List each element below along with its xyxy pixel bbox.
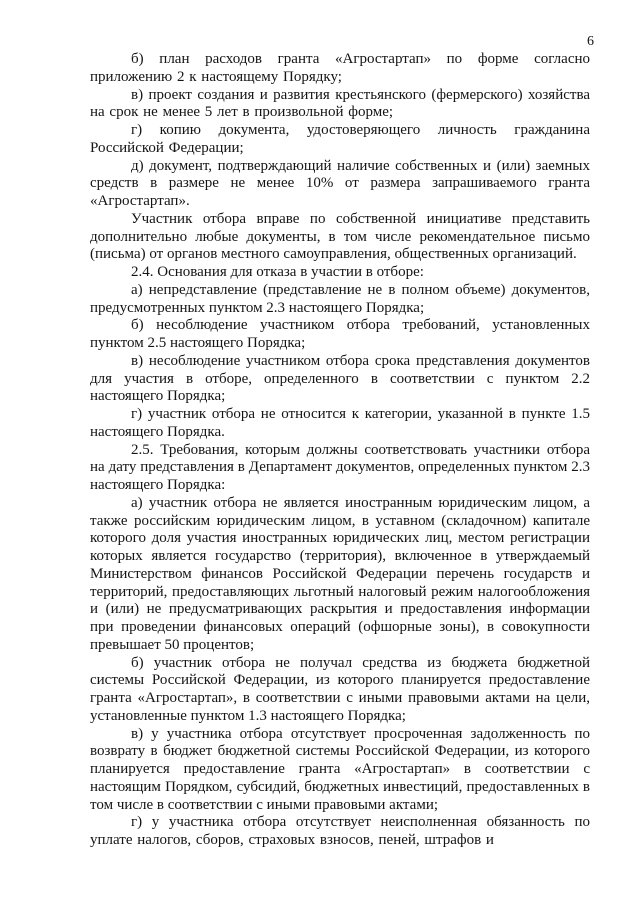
paragraph-refusal-g: г) участник отбора не относится к категории, указанной в пункте 1.5 настоящего Порядка. [90,406,590,440]
paragraph-requirement-a: а) участник отбора не является иностранным юридическим лицом, а также российским юридическим лицом, в уставном (складочном) капитале которого доля участия иностранных юридических лиц, местом регистрации которых является государство (территория), включенное в утверждаемый Министерством финансов Российской Федерации перечень государств и территорий, предоставляющих льготный налоговый режим налогообложения и (или) не предусматривающих раскрытия и предоставления информации при проведении финансовых операций (офшорные зоны), в совокупности превышает 50 процентов; [90,494,590,653]
document-body [90,51,590,850]
page-number: 6 [587,34,594,49]
paragraph-refusal-v: в) несоблюдение участником отбора срока представления документов для участия в отборе, определенного в соответствии с пунктом 2.2 настоящего Порядка; [90,352,590,405]
paragraph-refusal-a: а) непредставление (представление не в полном объеме) документов, предусмотренных пунктом 2.3 настоящего Порядка; [90,281,590,316]
paragraph-item-g-identity-document: г) копию документа, удостоверяющего личность гражданина Российской Федерации; [90,122,590,156]
paragraph-item-d-own-funds: д) документ, подтверждающий наличие собственных и (или) заемных средств в размере не менее 10% от размера запрашиваемого гранта «Агростартап». [90,157,590,209]
paragraph-requirement-v: в) у участника отбора отсутствует просроченная задолженность по возврату в бюджет бюджетной системы Российской Федерации, из которого планируется предоставление гранта «Агростартап» в соответствии с настоящим Порядком, субсидий, бюджетных инвестиций, предоставленных в том числе в соответствии с иными правовыми актами; [90,725,590,813]
paragraph-requirement-g: г) у участника отбора отсутствует неисполненная обязанность по уплате налогов, сборов, страховых взносов, пеней, штрафов и [90,814,590,848]
paragraph-item-v-farm-project: в) проект создания и развития крестьянского (фермерского) хозяйства на срок не менее 5 лет в произвольной форме; [90,86,590,121]
paragraph-requirement-b: б) участник отбора не получал средства из бюджета бюджетной системы Российской Федерации, из которого планируется предоставление гранта «Агростартап», в соответствии с иными правовыми актами на цели, установленные пунктом 1.3 настоящего Порядка; [90,654,590,724]
paragraph-additional-documents: Участник отбора вправе по собственной инициативе представить дополнительно любые документы, в том числе рекомендательное письмо (письма) от органов местного самоуправления, общественных организаций. [90,210,590,263]
paragraph-item-b-expense-plan: б) план расходов гранта «Агростартап» по форме согласно приложению 2 к настоящему Порядку; [90,51,590,85]
paragraph-section-2-4-heading: 2.4. Основания для отказа в участии в отборе: [131,264,424,280]
paragraph-section-2-5-heading: 2.5. Требования, которым должны соответствовать участники отбора на дату представления в Департамент документов, определенных пунктом 2.3 настоящего Порядка: [90,441,590,493]
paragraph-refusal-b: б) несоблюдение участником отбора требований, установленных пунктом 2.5 настоящего Порядка; [90,317,590,351]
